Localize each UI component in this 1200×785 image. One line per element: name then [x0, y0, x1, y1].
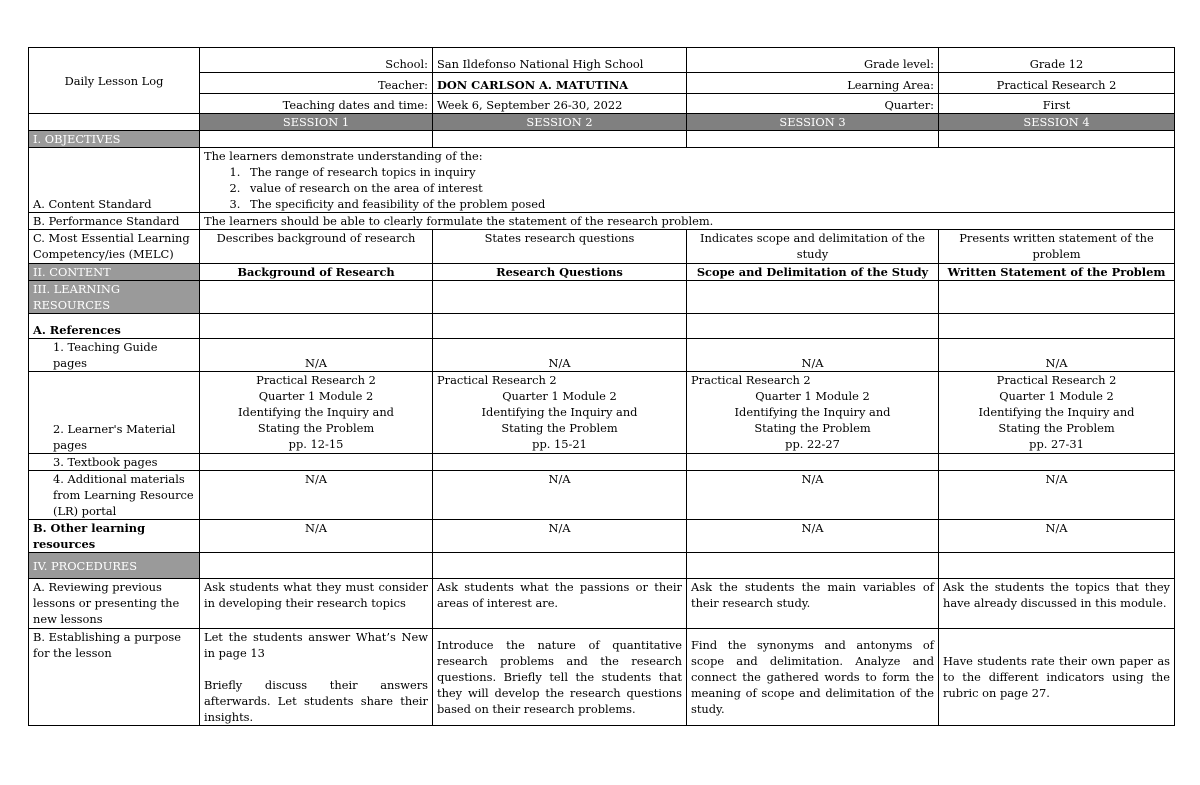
- references-label: A. References: [29, 314, 200, 339]
- purpose-label: B. Establishing a purpose for the lesson: [29, 629, 200, 726]
- session-2: SESSION 2: [433, 114, 687, 131]
- dates-label: Teaching dates and time:: [200, 94, 433, 114]
- daily-lesson-log-table: [28, 47, 1175, 726]
- melc-label: C. Most Essential Learning Competency/ies (MELC): [29, 230, 200, 264]
- learners-material-label: 2. Learner's Material pages: [29, 372, 200, 454]
- learners-material-4: Practical Research 2 Quarter 1 Module 2 Identifying the Inquiry and Stating the Problem pp. 27-31: [939, 372, 1175, 454]
- purpose-1-a: Let the students answer What’s New in page 13: [204, 630, 428, 660]
- learners-material-2: Practical Research 2 Quarter 1 Module 2 Identifying the Inquiry and Stating the Problem pp. 15-21: [433, 372, 687, 454]
- performance-standard: The learners should be able to clearly formulate the statement of the research problem.: [200, 213, 1175, 230]
- teaching-guide-3: N/A: [687, 339, 939, 372]
- performance-standard-label: B. Performance Standard: [29, 213, 200, 230]
- content-item: 2. value of research on the area of interest: [244, 180, 1170, 196]
- textbook-label: 3. Textbook pages: [29, 454, 200, 471]
- melc-2: States research questions: [433, 230, 687, 264]
- reviewing-3: Ask the students the main variables of their research study.: [687, 579, 939, 629]
- other-resources-label: B. Other learning resources: [29, 520, 200, 553]
- school-label: School:: [200, 48, 433, 73]
- melc-1: Describes background of research: [200, 230, 433, 264]
- content-standard-list: [204, 164, 1170, 212]
- session-blank: [29, 114, 200, 131]
- school-value: San Ildefonso National High School: [433, 48, 687, 73]
- area-value: Practical Research 2: [939, 73, 1175, 94]
- content-item: 1. The range of research topics in inquiry: [244, 164, 1170, 180]
- additional-1: N/A: [200, 471, 433, 520]
- teacher-value: DON CARLSON A. MATUTINA: [433, 73, 687, 94]
- teaching-guide-2: N/A: [433, 339, 687, 372]
- additional-4: N/A: [939, 471, 1175, 520]
- teaching-guide-4: N/A: [939, 339, 1175, 372]
- log-title: Daily Lesson Log: [29, 48, 200, 114]
- content-topic-3: Scope and Delimitation of the Study: [687, 264, 939, 281]
- teaching-guide-1: N/A: [200, 339, 433, 372]
- other-1: N/A: [200, 520, 433, 553]
- learners-material-3: Practical Research 2 Quarter 1 Module 2 Identifying the Inquiry and Stating the Problem pp. 22-27: [687, 372, 939, 454]
- session-4: SESSION 4: [939, 114, 1175, 131]
- content-standard-label: A. Content Standard: [29, 148, 200, 213]
- content-standard-intro: The learners demonstrate understanding of the:: [204, 149, 483, 163]
- purpose-2: Introduce the nature of quantitative research problems and the research questions. Briefly tell the students that they will develop the research questions based on their research problems.: [433, 629, 687, 726]
- resources-heading: III. LEARNING RESOURCES: [29, 281, 200, 314]
- other-4: N/A: [939, 520, 1175, 553]
- teacher-label: Teacher:: [200, 73, 433, 94]
- quarter-label: Quarter:: [687, 94, 939, 114]
- session-1: SESSION 1: [200, 114, 433, 131]
- additional-materials-label: 4. Additional materials from Learning Resource (LR) portal: [29, 471, 200, 520]
- objectives-heading: I. OBJECTIVES: [29, 131, 200, 148]
- purpose-1-b: Briefly discuss their answers afterwards. Let students share their insights.: [204, 678, 428, 724]
- session-3: SESSION 3: [687, 114, 939, 131]
- reviewing-2: Ask students what the passions or their areas of interest are.: [433, 579, 687, 629]
- melc-4: Presents written statement of the problem: [939, 230, 1175, 264]
- additional-3: N/A: [687, 471, 939, 520]
- additional-2: N/A: [433, 471, 687, 520]
- teaching-guide-label: 1. Teaching Guide pages: [29, 339, 200, 372]
- reviewing-1: Ask students what they must consider in developing their research topics: [200, 579, 433, 629]
- grade-label: Grade level:: [687, 48, 939, 73]
- area-label: Learning Area:: [687, 73, 939, 94]
- reviewing-4: Ask the students the topics that they have already discussed in this module.: [939, 579, 1175, 629]
- content-topic-2: Research Questions: [433, 264, 687, 281]
- content-heading: II. CONTENT: [29, 264, 200, 281]
- dates-value: Week 6, September 26-30, 2022: [433, 94, 687, 114]
- other-2: N/A: [433, 520, 687, 553]
- content-standard: [200, 148, 1175, 213]
- content-topic-1: Background of Research: [200, 264, 433, 281]
- content-item: 3. The specificity and feasibility of the problem posed: [244, 196, 1170, 212]
- learners-material-1: Practical Research 2 Quarter 1 Module 2 Identifying the Inquiry and Stating the Problem pp. 12-15: [200, 372, 433, 454]
- purpose-4: Have students rate their own paper as to the different indicators using the rubric on page 27.: [939, 629, 1175, 726]
- reviewing-label: A. Reviewing previous lessons or presenting the new lessons: [29, 579, 200, 629]
- quarter-value: First: [939, 94, 1175, 114]
- other-3: N/A: [687, 520, 939, 553]
- grade-value: Grade 12: [939, 48, 1175, 73]
- purpose-1: [200, 629, 433, 726]
- melc-3: Indicates scope and delimitation of the study: [687, 230, 939, 264]
- content-topic-4: Written Statement of the Problem: [939, 264, 1175, 281]
- purpose-3: Find the synonyms and antonyms of scope and delimitation. Analyze and connect the gathered words to form the meaning of scope and delimitation of the study.: [687, 629, 939, 726]
- procedures-heading: IV. PROCEDURES: [29, 553, 200, 579]
